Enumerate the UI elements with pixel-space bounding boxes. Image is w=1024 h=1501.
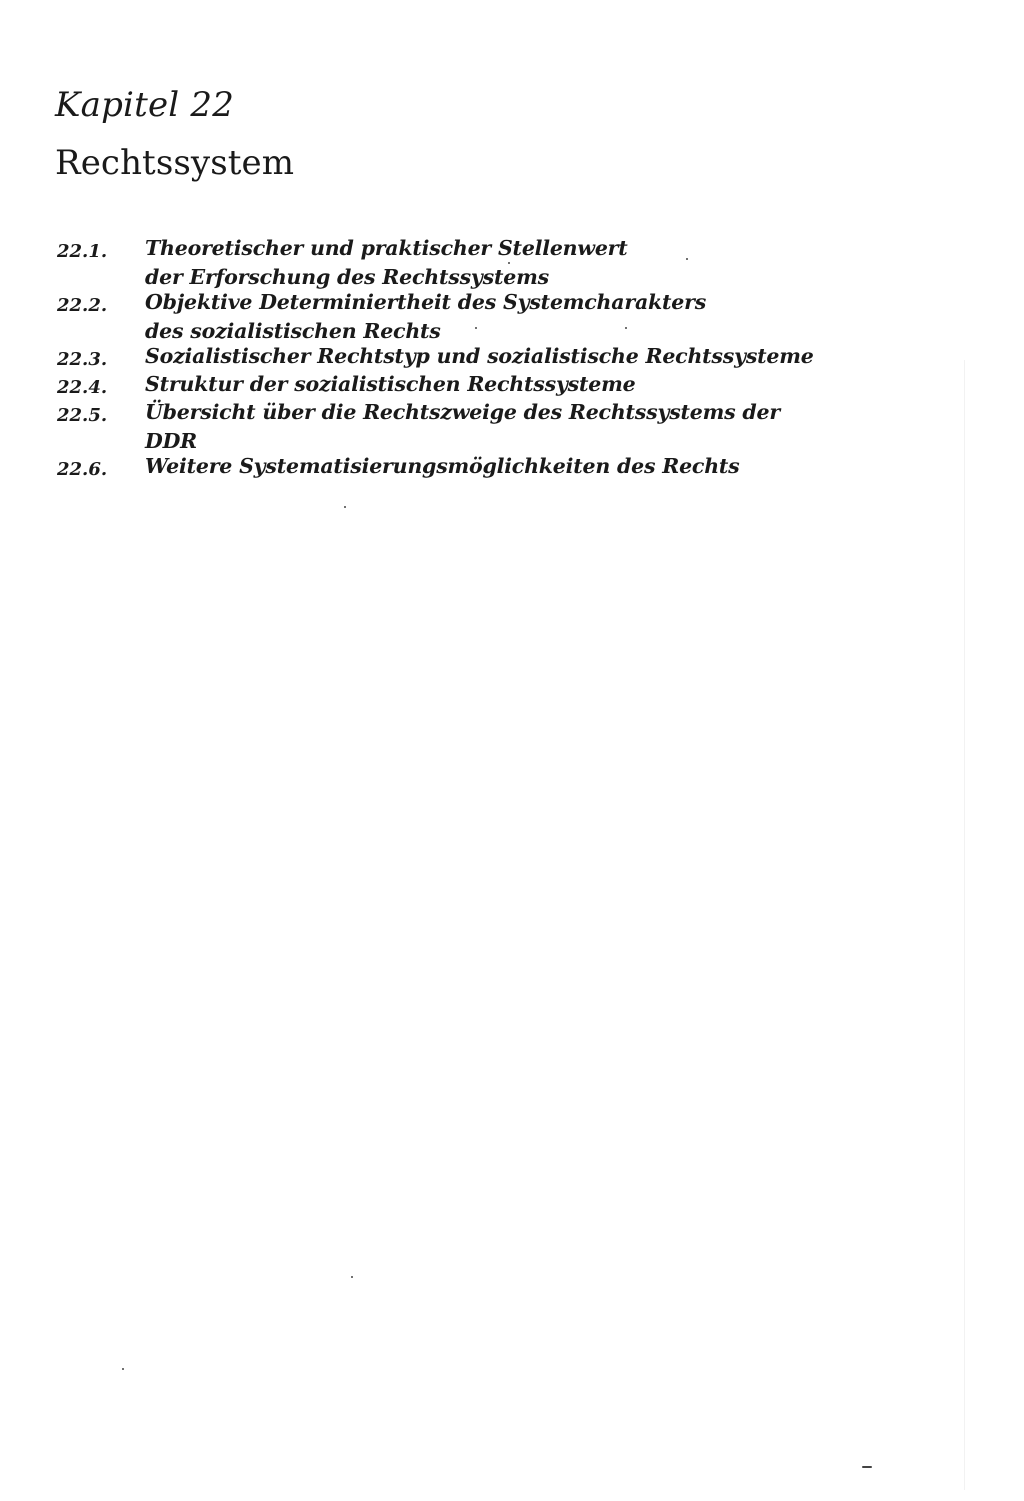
toc-entry-line: Sozialistischer Rechtstyp und sozialistische Rechtssysteme [145,344,814,368]
toc-entry-line: Objektive Determiniertheit des Systemcharakters [145,290,707,314]
toc-entry-number: 22.1. [57,241,108,262]
toc-entry-text [145,398,817,456]
toc-entry-line: Weitere Systematisierungsmöglichkeiten des Rechts [145,454,740,478]
scan-speck [508,262,510,264]
toc-entry-22-6 [57,452,817,484]
toc-entry-number: 22.5. [57,405,108,426]
toc-entry-line: Theoretischer und praktischer Stellenwert [145,236,628,260]
scan-speck [122,1368,124,1370]
toc-entry-text [145,288,817,346]
toc-entry-text [145,370,817,399]
toc-entry-22-2 [57,288,817,346]
table-of-contents [57,234,817,480]
scan-speck [344,506,346,508]
scan-speck [351,1276,353,1278]
toc-entry-text [145,234,817,292]
scan-edge-line [964,360,965,1490]
toc-entry-text [145,342,817,371]
scan-speck [686,258,688,260]
toc-entry-line: Übersicht über die Rechtszweige des Rechtssystems der DDR [145,400,780,453]
chapter-label: Kapitel 22 [55,85,235,125]
toc-entry-22-1 [57,234,817,292]
scan-speck [625,327,627,329]
chapter-title: Rechtssystem [55,143,295,183]
toc-entry-text [145,452,817,481]
toc-entry-number: 22.6. [57,459,108,480]
toc-entry-line: der Erforschung des Rechtssystems [145,265,549,289]
toc-entry-line: Struktur der sozialistischen Rechtssysteme [145,372,636,396]
toc-entry-22-5 [57,398,817,456]
toc-entry-number: 22.2. [57,295,108,316]
scan-speck [475,327,477,329]
toc-entry-number: 22.4. [57,377,108,398]
scan-speck [862,1466,872,1468]
toc-entry-number: 22.3. [57,349,108,370]
toc-entry-line: des sozialistischen Rechts [145,319,441,343]
